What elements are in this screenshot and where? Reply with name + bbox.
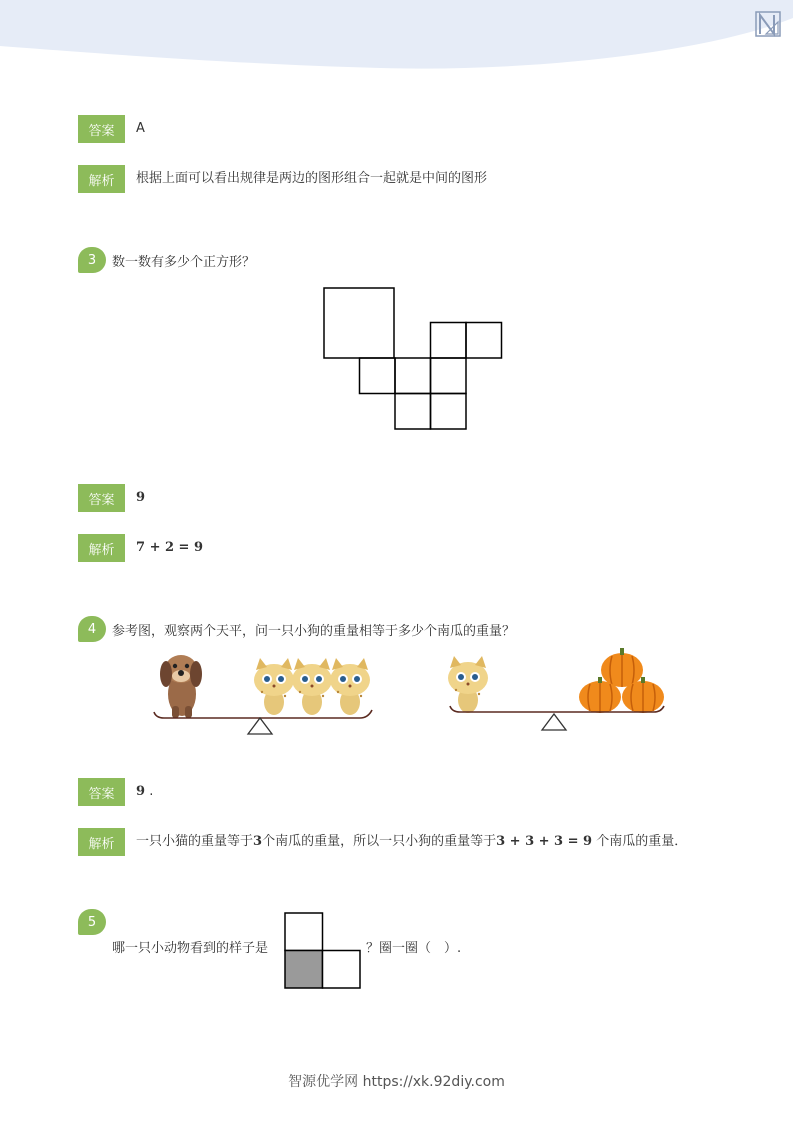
pumpkin-icon <box>601 648 643 687</box>
question-text-end: ？圈一圈（ ）. <box>366 941 462 956</box>
analysis-tag: 解析 <box>78 165 125 193</box>
cat-icon <box>448 656 488 713</box>
analysis-part: 一只小猫的重量等于 <box>136 834 254 849</box>
right-balance-illustration <box>444 644 670 736</box>
logo-icon <box>754 10 782 38</box>
question-number: 4 <box>78 616 106 642</box>
cat-icon <box>292 658 332 715</box>
answer-text: A <box>136 121 145 136</box>
answer-text: 9 <box>136 784 146 799</box>
fulcrum-icon <box>248 718 272 734</box>
footer-text: 智源优学网 https://xk.92diy.com <box>288 1074 505 1090</box>
question-text: 数一数有多少个正方形？ <box>112 255 256 270</box>
analysis-equation: 7 + 2 = 9 <box>136 540 204 555</box>
answer-text: 9 <box>136 490 146 505</box>
analysis-equation: 3 + 3 + 3 = 9 <box>496 834 593 849</box>
analysis-text <box>136 833 687 851</box>
header-wave <box>0 0 793 80</box>
answer-suffix: . <box>149 784 154 799</box>
view-shape-figure <box>283 911 363 991</box>
cat-icon <box>254 658 294 715</box>
question-text: 参考图，观察两个天平，问一只小狗的重量相等于多少个南瓜的重量？ <box>112 624 516 639</box>
cat-icon <box>330 658 370 715</box>
analysis-tag: 解析 <box>78 828 125 856</box>
analysis-tag: 解析 <box>78 534 125 562</box>
question-text-start: 哪一只小动物看到的样子是 <box>112 941 269 956</box>
question-number: 3 <box>78 247 106 273</box>
question-number: 5 <box>78 909 106 935</box>
analysis-number: 3 <box>253 834 263 849</box>
squares-figure <box>320 284 504 432</box>
analysis-part: 个南瓜的重量，所以一只小狗的重量等于 <box>262 834 497 849</box>
left-balance-illustration <box>150 652 380 742</box>
dog-icon <box>160 655 202 718</box>
fulcrum-icon <box>542 714 566 730</box>
answer-line <box>136 783 153 801</box>
analysis-text: 根据上面可以看出规律是两边的图形组合一起就是中间的图形 <box>136 171 488 186</box>
answer-tag: 答案 <box>78 778 125 806</box>
answer-tag: 答案 <box>78 484 125 512</box>
answer-tag: 答案 <box>78 115 125 143</box>
analysis-part: 个南瓜的重量． <box>592 834 688 849</box>
